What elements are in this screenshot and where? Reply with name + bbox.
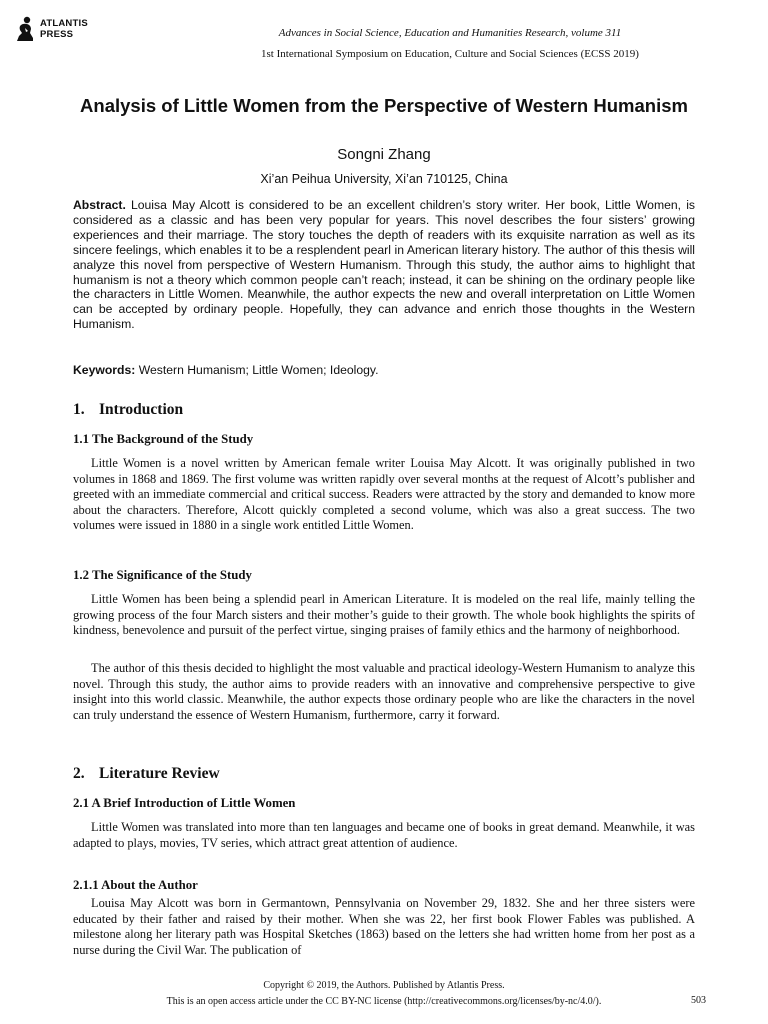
section-number: 1. xyxy=(73,401,85,418)
paragraph-significance-2: The author of this thesis decided to highlight the most valuable and practical ideology-Western Humanism to analyze this novel. Through this study, the author aims to provide readers with an innovative and comprehensive perspective to give insight into this world classic. Meanwhile, the author expects those ordinary people who are like the characters in the novel can truly understand the essence of Western Humanism, furthermore, carry it forward. xyxy=(73,661,695,722)
atlantis-thinker-icon xyxy=(14,16,36,42)
footer-license: This is an open access article under the CC BY-NC license (http://creativecommons.org/licenses/by-nc/4.0/). xyxy=(166,996,602,1007)
journal-title: Advances in Social Science, Education and Humanities Research, volume 311 xyxy=(278,27,622,39)
publisher-line1: ATLANTIS xyxy=(40,18,88,29)
author-name: Songni Zhang xyxy=(337,146,431,163)
section-heading-introduction xyxy=(73,401,183,419)
conference-title: 1st International Symposium on Education, Culture and Social Sciences (ECSS 2019) xyxy=(261,48,639,60)
section-title: Literature Review xyxy=(99,765,220,782)
paragraph-brief-intro: Little Women was translated into more than ten languages and became one of books in great demand. Meanwhile, it was adapted to plays, movies, TV series, which attract great attention of audience. xyxy=(73,820,695,850)
page-number: 503 xyxy=(691,995,706,1006)
paper-title: Analysis of Little Women from the Perspective of Western Humanism xyxy=(80,95,688,116)
publisher-line2: PRESS xyxy=(40,29,74,40)
publisher-logo xyxy=(14,16,88,42)
subsection-heading-about-author: 2.1.1 About the Author xyxy=(73,878,198,892)
section-title: Introduction xyxy=(99,401,184,418)
subsection-heading-significance: 1.2 The Significance of the Study xyxy=(73,568,252,582)
publisher-name xyxy=(40,18,88,40)
keywords xyxy=(73,363,695,378)
paragraph-background: Little Women is a novel written by American female writer Louisa May Alcott. It was originally published in two volumes in 1868 and 1869. The first volume was written rapidly over several months at the request of Alcott’s publisher and greeted with an immediate commercial and critical success. Readers were attracted by the story and demanded to know more about the characters. Therefore, Alcott quickly completed a second volume, which was also a great success. The two volumes were issued in 1880 in a single work entitled Little Women. xyxy=(73,456,695,533)
abstract-label: Abstract. xyxy=(73,198,126,212)
author-affiliation: Xi’an Peihua University, Xi’an 710125, China xyxy=(260,172,508,186)
abstract xyxy=(73,198,695,332)
footer-copyright: Copyright © 2019, the Authors. Published by Atlantis Press. xyxy=(263,980,505,991)
paragraph-about-author: Louisa May Alcott was born in Germantown, Pennsylvania on November 29, 1832. She and her three sisters were educated by their father and raised by their mother. When she was 22, her first book Flower Fables was published. A milestone along her literary path was Hospital Sketches (1863) based on the letters she had written home from her post as a nurse during the Civil War. The publication of xyxy=(73,896,695,957)
keywords-text: Western Humanism; Little Women; Ideology. xyxy=(138,363,379,377)
section-heading-literature-review xyxy=(73,765,220,783)
paragraph-significance-1: Little Women has been being a splendid pearl in American Literature. It is modeled on the real life, mainly telling the growing process of the four March sisters and their mother’s guide to their growth. The whole book highlights the spirits of kindness, benevolence and pursuit of the perfect virtue, singing praises of family ethics and the harmony of neighborhood. xyxy=(73,592,695,638)
subsection-heading-brief-intro: 2.1 A Brief Introduction of Little Women xyxy=(73,796,296,810)
abstract-text: Louisa May Alcott is considered to be an excellent children’s story writer. Her book, Little Women, is considered as a classic and has been very popular for years. This novel describes the four sisters’ growing experiences and their marriage. The story touches the depth of readers with its exquisite narration as well as its sincere feelings, which enables it to be a resplendent pearl in American literary history. The author of this thesis will analyze this novel from perspective of Western Humanism. Through this study, the author aims to highlight that humanism is not a theory which common people can’t reach; instead, it can be shining on the ordinary people like the characters in Little Women. Meanwhile, the author expects the new and overall interpretation on Little Women can be accepted by ordinary people. Hopefully, they can advance and enrich those thoughts in the Western Humanism. xyxy=(73,198,695,332)
keywords-label: Keywords: xyxy=(73,363,136,377)
subsection-heading-background: 1.1 The Background of the Study xyxy=(73,432,254,446)
section-number: 2. xyxy=(73,765,85,782)
